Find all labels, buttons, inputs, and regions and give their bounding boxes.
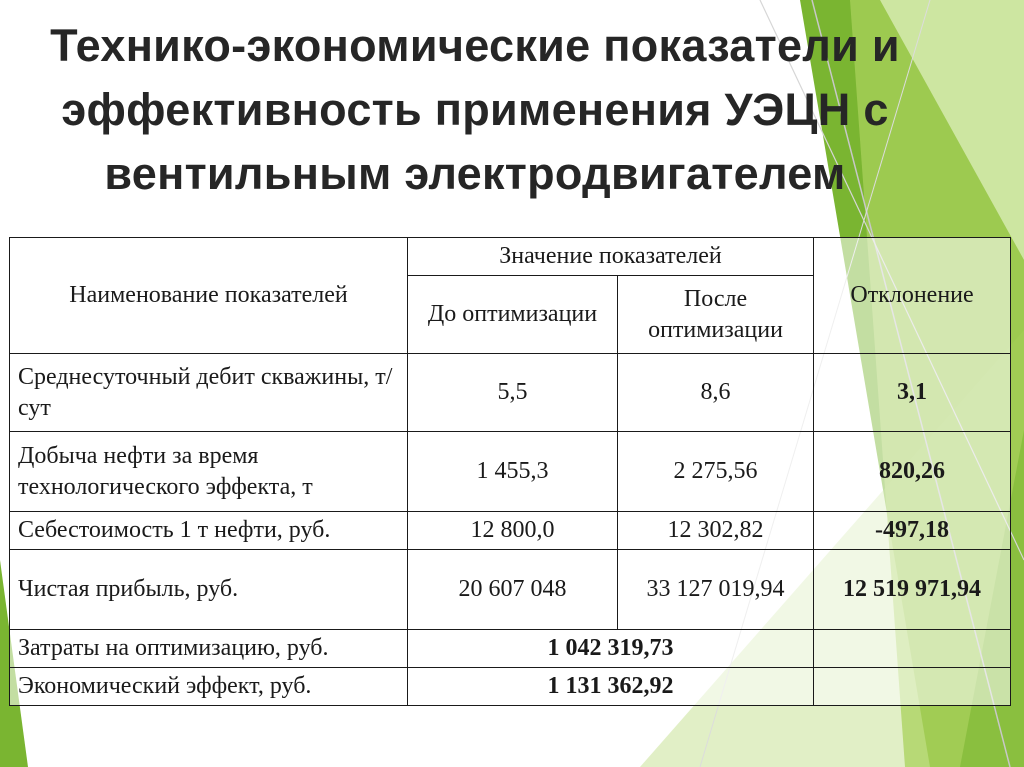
row-deviation: -497,18 xyxy=(814,512,1011,550)
table-header-row xyxy=(10,238,1011,276)
row-before: 5,5 xyxy=(408,354,618,432)
row-before: 1 455,3 xyxy=(408,432,618,512)
row-after: 33 127 019,94 xyxy=(618,550,814,630)
row-deviation: 3,1 xyxy=(814,354,1011,432)
summary-value: 1 042 319,73 xyxy=(408,630,814,668)
summary-name: Затраты на оптимизацию, руб. xyxy=(10,630,408,668)
header-values-group: Значение показателей xyxy=(408,238,814,276)
summary-empty-cell xyxy=(814,668,1011,706)
indicators-table xyxy=(9,237,1011,706)
row-name: Чистая прибыль, руб. xyxy=(10,550,408,630)
summary-row xyxy=(10,668,1011,706)
summary-name: Экономический эффект, руб. xyxy=(10,668,408,706)
table-row xyxy=(10,550,1011,630)
row-deviation: 12 519 971,94 xyxy=(814,550,1011,630)
summary-row xyxy=(10,630,1011,668)
table-row xyxy=(10,354,1011,432)
header-after: После оптимизации xyxy=(618,276,814,354)
table-row xyxy=(10,432,1011,512)
row-after: 8,6 xyxy=(618,354,814,432)
header-before: До оптимизации xyxy=(408,276,618,354)
row-name: Себестоимость 1 т нефти, руб. xyxy=(10,512,408,550)
row-name: Среднесуточный дебит скважины, т/сут xyxy=(10,354,408,432)
header-deviation: Отклонение xyxy=(814,238,1011,354)
row-after: 2 275,56 xyxy=(618,432,814,512)
header-name: Наименование показателей xyxy=(10,238,408,354)
row-before: 12 800,0 xyxy=(408,512,618,550)
slide-title: Технико-экономические показатели и эффективность применения УЭЦН с вентильным электродвигателем xyxy=(50,20,900,199)
summary-empty-cell xyxy=(814,630,1011,668)
summary-value: 1 131 362,92 xyxy=(408,668,814,706)
table-row xyxy=(10,512,1011,550)
row-deviation: 820,26 xyxy=(814,432,1011,512)
row-name: Добыча нефти за время технологического эффекта, т xyxy=(10,432,408,512)
row-before: 20 607 048 xyxy=(408,550,618,630)
row-after: 12 302,82 xyxy=(618,512,814,550)
